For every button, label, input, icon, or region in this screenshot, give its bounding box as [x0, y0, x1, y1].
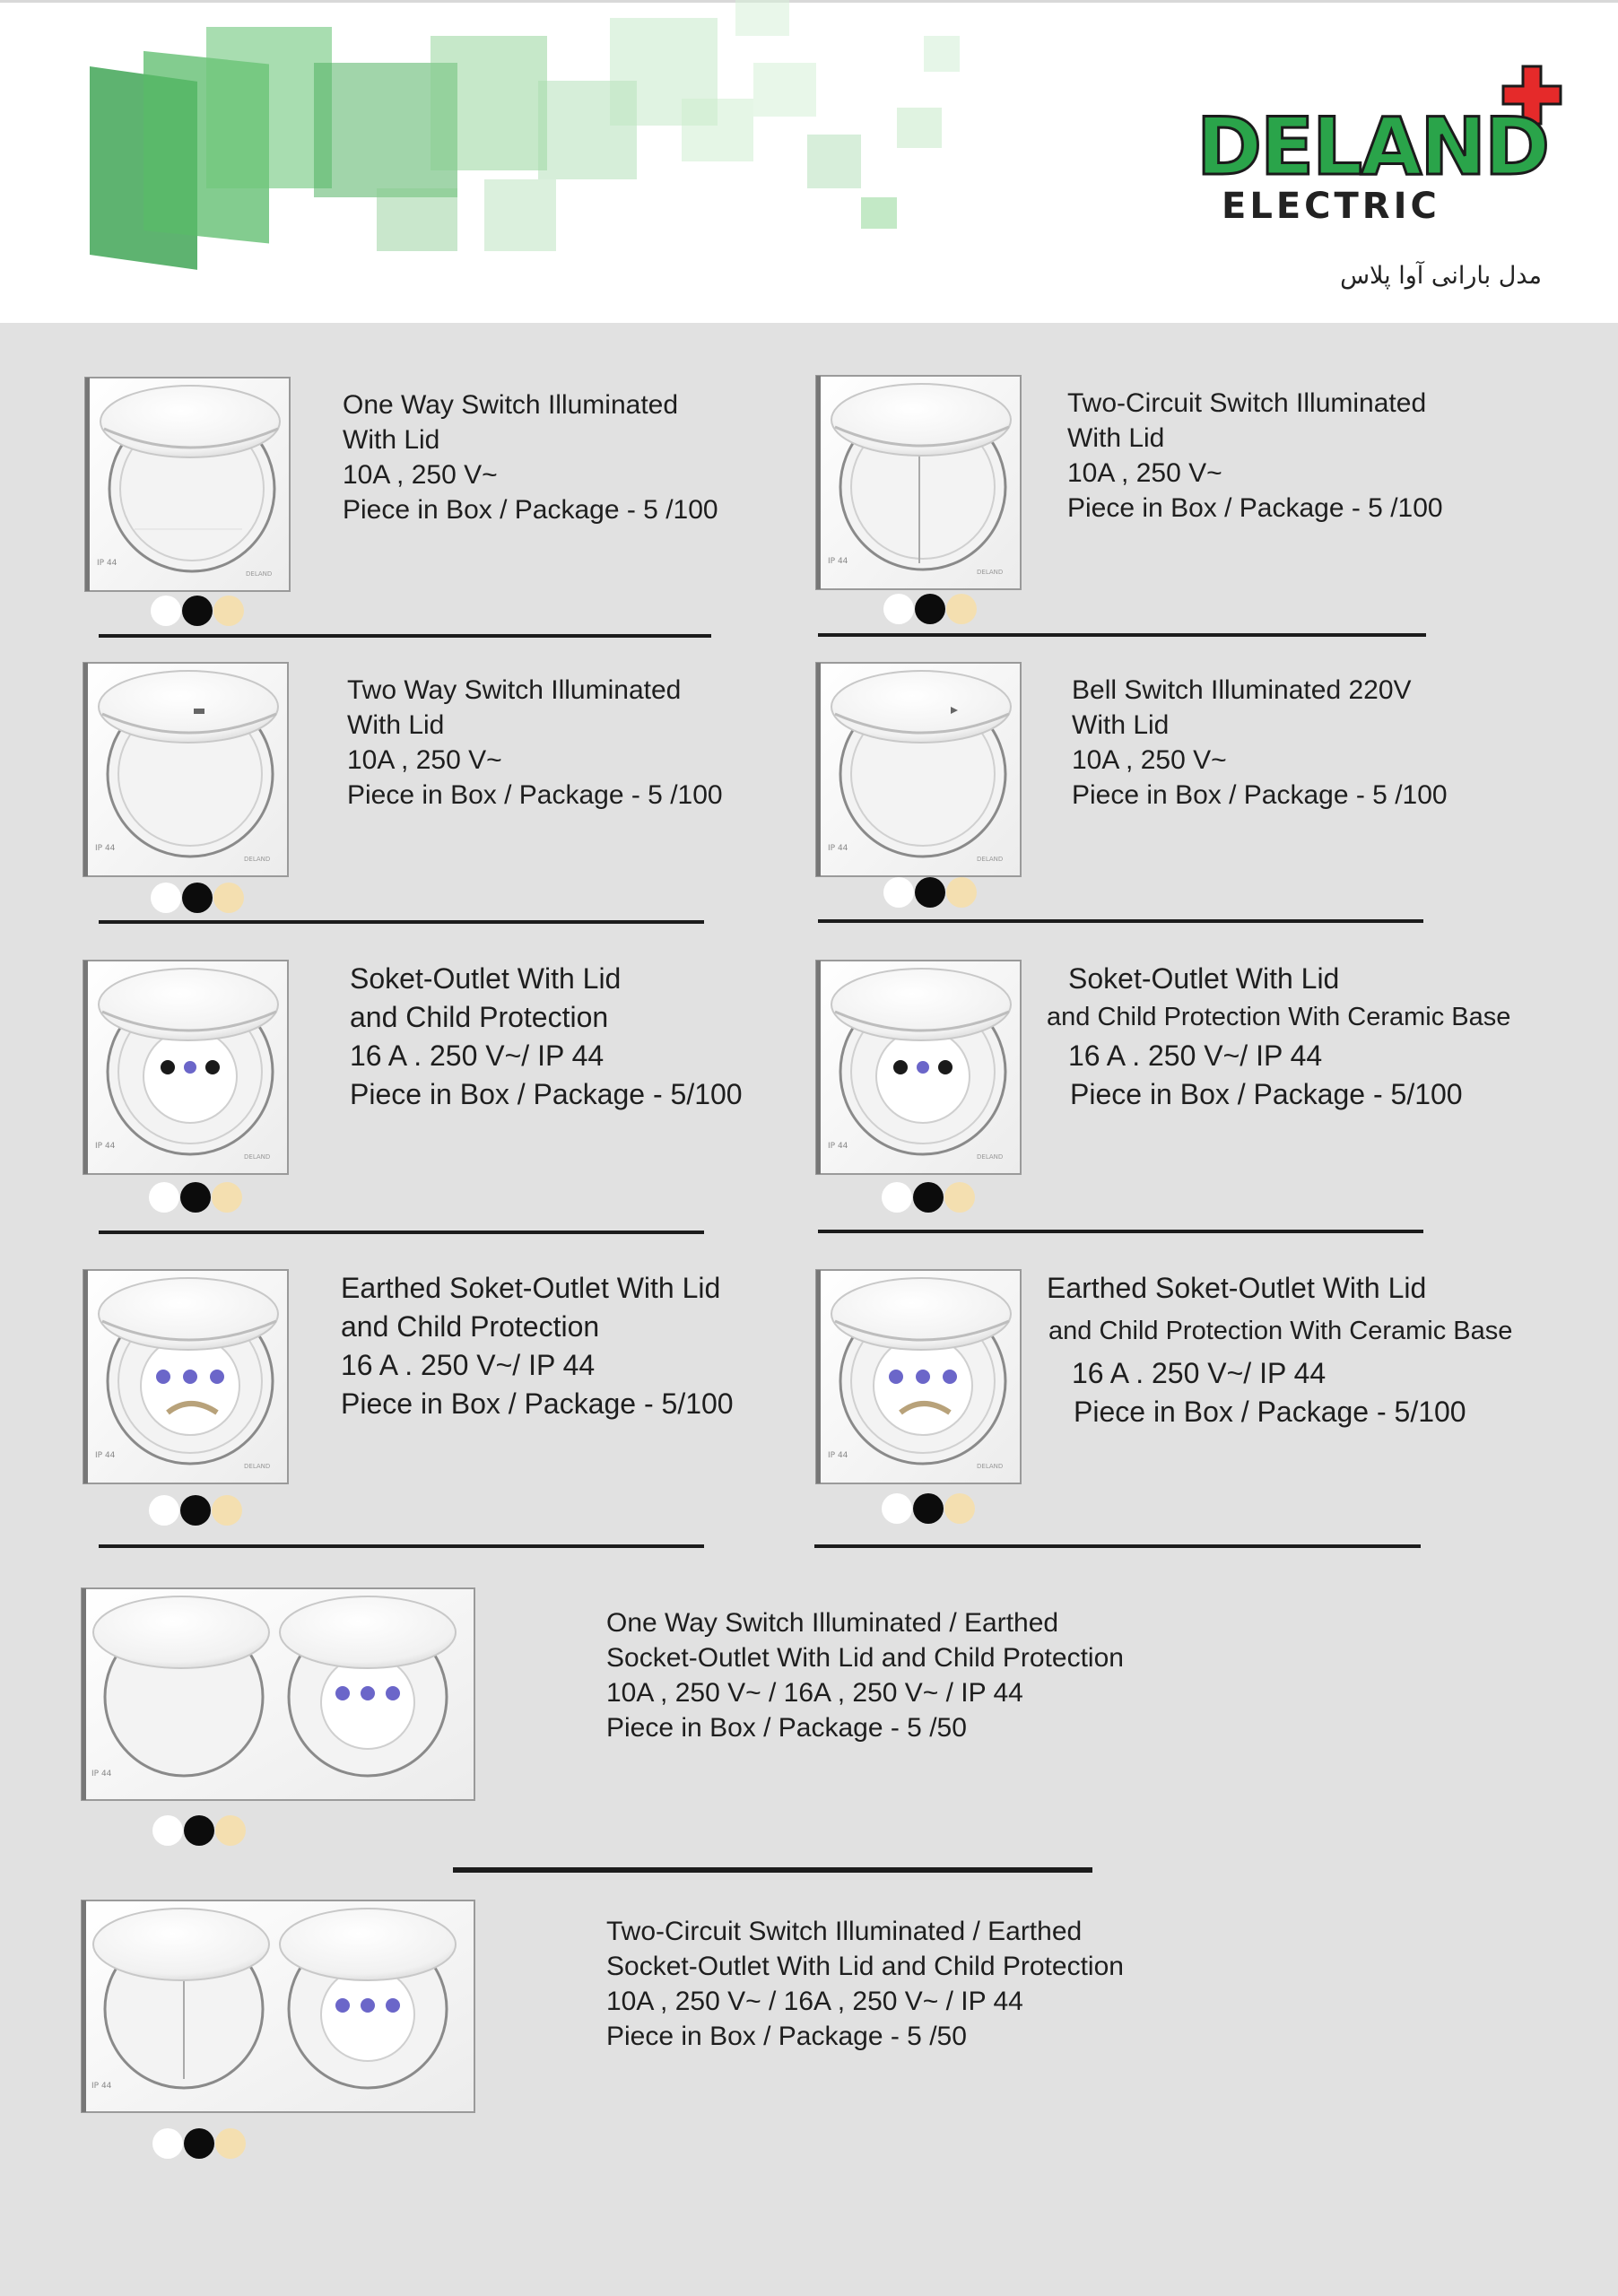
separator [818, 633, 1426, 637]
color-black-swatch [913, 1493, 944, 1524]
brand-name: DELAND [1196, 100, 1549, 193]
color-black-swatch [182, 883, 213, 913]
product-title: Bell Switch Illuminated 220V [1072, 675, 1412, 705]
product-card [812, 960, 1529, 1220]
color-options [883, 877, 977, 908]
brand-logo [1193, 63, 1570, 233]
product-packaging: Piece in Box / Package - 5/100 [350, 1078, 743, 1110]
product-image [79, 1269, 292, 1484]
product-description [350, 960, 743, 1114]
product-image [812, 375, 1025, 590]
separator [99, 634, 711, 638]
color-cream-swatch [215, 2128, 246, 2159]
product-card [812, 662, 1529, 922]
product-subtitle: Socket-Outlet With Lid and Child Protection [606, 1643, 1124, 1673]
color-options [149, 1495, 242, 1526]
color-black-swatch [915, 877, 945, 908]
product-card [81, 1587, 1157, 1857]
color-white-swatch [151, 883, 181, 913]
product-subtitle: and Child Protection With Ceramic Base [1048, 1317, 1513, 1345]
product-subtitle: With Lid [343, 425, 440, 455]
brand-subtitle: ELECTRIC [1222, 186, 1440, 227]
color-options [149, 1182, 242, 1213]
product-rating: 10A , 250 V~ [343, 460, 498, 490]
product-packaging: Piece in Box / Package - 5/100 [341, 1387, 734, 1420]
product-description [606, 1914, 1124, 2054]
color-black-swatch [184, 1815, 214, 1846]
product-packaging: Piece in Box / Package - 5 /100 [1067, 493, 1443, 523]
product-image [812, 662, 1025, 877]
product-description [343, 387, 718, 527]
separator [99, 1544, 704, 1548]
color-options [882, 1493, 975, 1524]
color-options [883, 594, 977, 624]
product-subtitle: Socket-Outlet With Lid and Child Protection [606, 1952, 1124, 1981]
product-packaging: Piece in Box / Package - 5 /50 [606, 2022, 967, 2051]
product-rating: 10A , 250 V~ / 16A , 250 V~ / IP 44 [606, 1678, 1023, 1708]
product-title: One Way Switch Illuminated / Earthed [606, 1608, 1059, 1638]
color-black-swatch [180, 1182, 211, 1213]
separator [814, 1544, 1421, 1548]
separator [818, 1230, 1423, 1233]
product-packaging: Piece in Box / Package - 5 /100 [1072, 780, 1448, 810]
series-name: مدل بارانی آوا پلاس [1340, 262, 1542, 290]
product-image [79, 662, 292, 877]
product-subtitle: and Child Protection With Ceramic Base [1047, 1003, 1511, 1031]
color-options [151, 596, 244, 626]
color-white-swatch [152, 2128, 183, 2159]
color-cream-swatch [212, 1182, 242, 1213]
product-subtitle: and Child Protection [341, 1310, 600, 1343]
product-description [1072, 673, 1448, 813]
product-packaging: Piece in Box / Package - 5 /100 [347, 780, 723, 810]
color-white-swatch [882, 1493, 912, 1524]
color-white-swatch [152, 1815, 183, 1846]
color-white-swatch [151, 596, 181, 626]
product-rating: 16 A . 250 V~/ IP 44 [1072, 1357, 1327, 1389]
product-title: Two-Circuit Switch Illuminated [1067, 388, 1427, 418]
separator [818, 919, 1423, 923]
product-rating: 10A , 250 V~ [347, 745, 502, 775]
color-black-swatch [913, 1182, 944, 1213]
product-description [812, 960, 1511, 1114]
green-cubes-banner [0, 0, 987, 323]
header [0, 0, 1618, 323]
product-subtitle: With Lid [347, 710, 445, 740]
product-image [79, 960, 292, 1175]
color-options [152, 2128, 246, 2159]
svg-text:IP 44: IP 44 [91, 2082, 112, 2091]
product-rating: 10A , 250 V~ [1072, 745, 1227, 775]
product-title: Soket-Outlet With Lid [1068, 962, 1340, 995]
color-black-swatch [184, 2128, 214, 2159]
separator [453, 1867, 1092, 1873]
product-packaging: Piece in Box / Package - 5/100 [1074, 1396, 1466, 1428]
color-options [882, 1182, 975, 1213]
color-white-swatch [883, 877, 914, 908]
product-card [79, 960, 761, 1220]
color-black-swatch [915, 594, 945, 624]
color-cream-swatch [212, 1495, 242, 1526]
product-description [606, 1605, 1124, 1745]
product-description [341, 1269, 734, 1423]
color-white-swatch [149, 1182, 179, 1213]
product-rating: 16 A . 250 V~/ IP 44 [341, 1349, 596, 1381]
separator [99, 920, 704, 924]
product-rating: 16 A . 250 V~/ IP 44 [1068, 1039, 1323, 1072]
color-cream-swatch [944, 1182, 975, 1213]
product-image [81, 377, 294, 592]
color-white-swatch [149, 1495, 179, 1526]
color-cream-swatch [215, 1815, 246, 1846]
product-title: Two-Circuit Switch Illuminated / Earthed [606, 1917, 1083, 1946]
product-title: Two Way Switch Illuminated [347, 675, 682, 705]
product-packaging: Piece in Box / Package - 5/100 [1070, 1078, 1463, 1110]
color-black-swatch [180, 1495, 211, 1526]
color-cream-swatch [213, 596, 244, 626]
product-card [81, 1900, 1157, 2169]
color-black-swatch [182, 596, 213, 626]
product-title: Earthed Soket-Outlet With Lid [1047, 1272, 1427, 1304]
color-cream-swatch [213, 883, 244, 913]
product-card [79, 662, 743, 922]
product-description [812, 1269, 1520, 1431]
color-options [151, 883, 244, 913]
separator [99, 1231, 704, 1234]
product-packaging: Piece in Box / Package - 5 /100 [343, 495, 718, 525]
product-description [347, 673, 723, 813]
product-card [812, 1269, 1529, 1538]
color-cream-swatch [944, 1493, 975, 1524]
product-image [81, 1900, 475, 2115]
product-card [812, 375, 1529, 635]
color-white-swatch [883, 594, 914, 624]
product-description [1067, 386, 1443, 526]
product-title: Soket-Outlet With Lid [350, 962, 622, 995]
color-white-swatch [882, 1182, 912, 1213]
color-cream-swatch [946, 594, 977, 624]
svg-text:IP 44: IP 44 [91, 1770, 112, 1779]
product-packaging: Piece in Box / Package - 5 /50 [606, 1713, 967, 1743]
product-rating: 10A , 250 V~ [1067, 458, 1222, 488]
color-cream-swatch [946, 877, 977, 908]
product-card [81, 377, 744, 637]
product-image [81, 1587, 475, 1803]
product-title: Earthed Soket-Outlet With Lid [341, 1272, 721, 1304]
product-rating: 16 A . 250 V~/ IP 44 [350, 1039, 605, 1072]
product-title: One Way Switch Illuminated [343, 390, 679, 420]
color-options [152, 1815, 246, 1846]
product-card [79, 1269, 761, 1538]
product-subtitle: With Lid [1072, 710, 1170, 740]
product-subtitle: and Child Protection [350, 1001, 609, 1033]
product-subtitle: With Lid [1067, 423, 1165, 453]
product-rating: 10A , 250 V~ / 16A , 250 V~ / IP 44 [606, 1987, 1023, 2016]
